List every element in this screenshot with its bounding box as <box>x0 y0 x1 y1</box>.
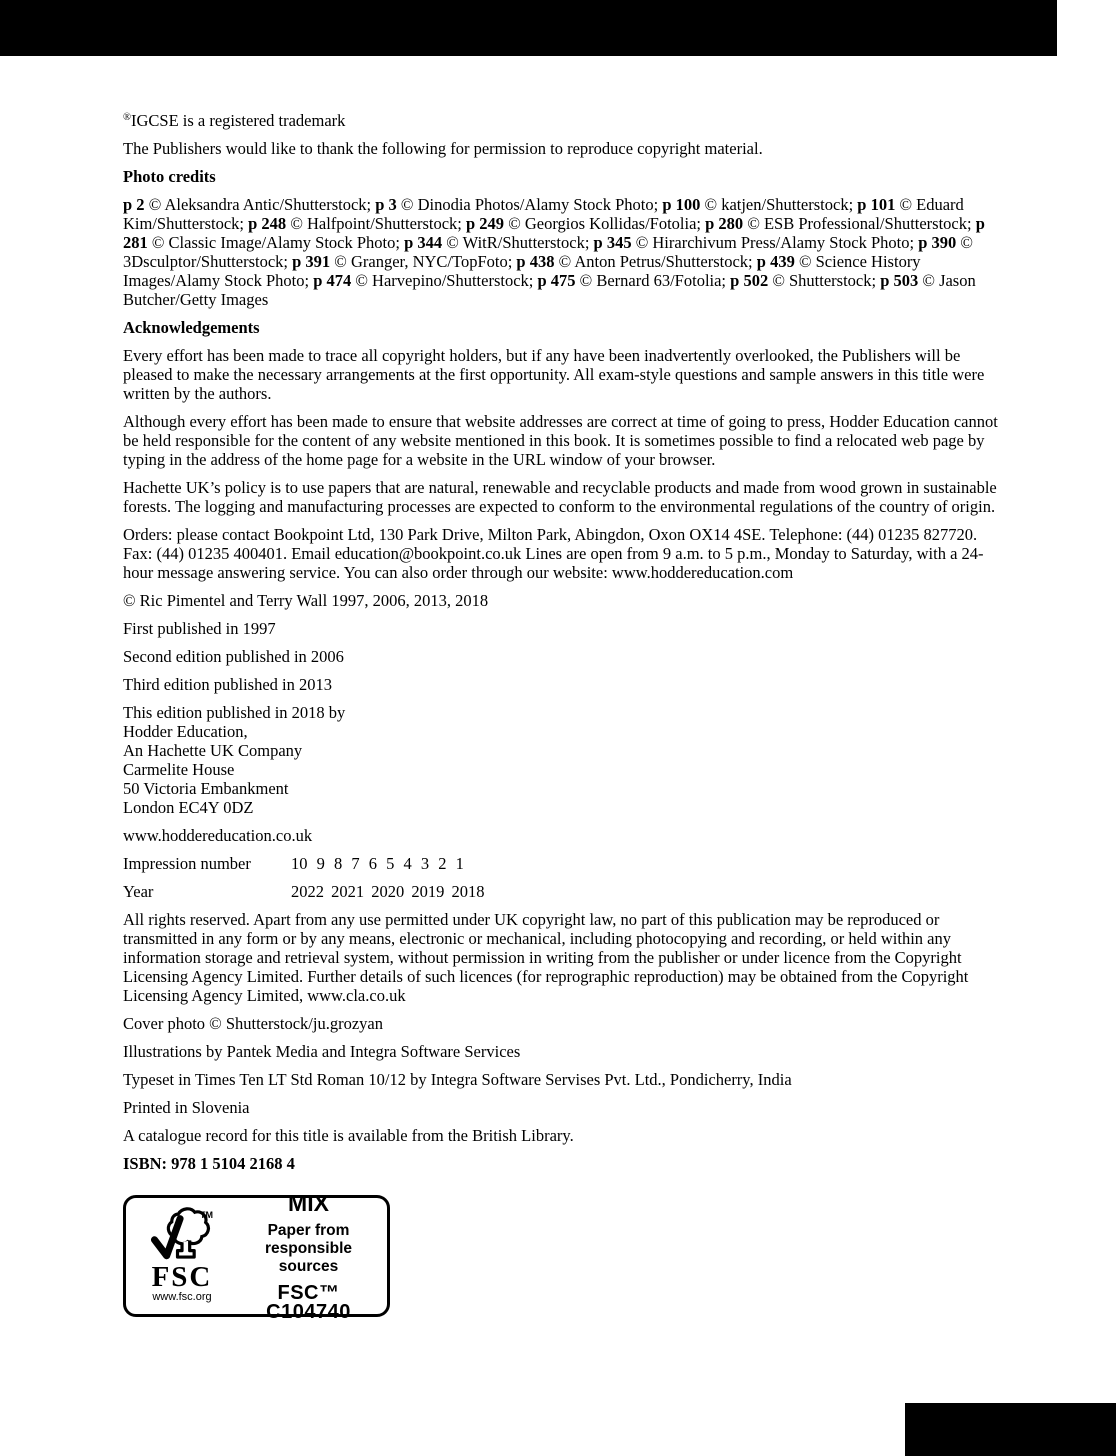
typeset-info: Typeset in Times Ten LT Std Roman 10/12 by Integra Software Servises Pvt. Ltd., Pondicherry, India <box>123 1070 792 1089</box>
paper-policy-paragraph: Hachette UK’s policy is to use papers that are natural, renewable and recyclable products and made from wood grown in sustainable forests. The logging and manufacturing processes are expected to conform to the environmental regulations of the country of origin. <box>123 478 997 516</box>
trademark-note <box>123 111 1000 130</box>
address-line: 50 Victoria Embankment <box>123 779 289 798</box>
fsc-tm-superscript: TM <box>200 1210 213 1220</box>
address-line: Hodder Education, <box>123 722 248 741</box>
edition-first: First published in 1997 <box>123 619 276 638</box>
trademark-note-text: IGCSE is a registered trademark <box>130 111 346 130</box>
edition-second: Second edition published in 2006 <box>123 647 344 666</box>
rights-notice: All rights reserved. Apart from any use permitted under UK copyright law, no part of this publication may be reproduced or transmitted in any form or by any means, electronic or mechanical, including photocopying and recording, or held within any information storage and retrieval system, without permission in writing from the publisher or under licence from the Copyright Licensing Agency Limited. Further details of such licences (for reprographic reproduction) may be obtained from the Copyright Licensing Agency Limited, www.cla.co.uk <box>123 910 969 1005</box>
catalogue-record: A catalogue record for this title is available from the British Library. <box>123 1126 574 1145</box>
publisher-thanks: The Publishers would like to thank the following for permission to reproduce copyright material. <box>123 139 763 158</box>
address-line: An Hachette UK Company <box>123 741 303 760</box>
copyright-line: © Ric Pimentel and Terry Wall 1997, 2006, 2013, 2018 <box>123 591 489 610</box>
address-line: London EC4Y 0DZ <box>123 798 254 817</box>
publisher-website: www.hoddereducation.co.uk <box>123 826 313 845</box>
cover-photo-credit: Cover photo © Shutterstock/ju.grozyan <box>123 1014 383 1033</box>
isbn: ISBN: 978 1 5104 2168 4 <box>123 1154 295 1173</box>
fsc-wordmark: FSC <box>151 1261 213 1293</box>
orders-paragraph: Orders: please contact Bookpoint Ltd, 130 Park Drive, Milton Park, Abingdon, Oxon OX14 4SE. Telephone: (44) 01235 827720. Fax: (44) 01235 400401. Email education@bookpoint.co.uk Lines are open from 9 a.m. to 5 p.m., Monday to Saturday, with a 24-hour message answering service. You can also order through our website: www.hoddereducation.com <box>123 525 984 582</box>
photo-credits-paragraph: p 2 © Aleksandra Antic/Shutterstock; p 3 © Dinodia Photos/Alamy Stock Photo; p 100 © katjen/Shutterstock; p 101 © Eduard Kim/Shutterstock; p 248 © Halfpoint/Shutterstock; p 249 © Georgios Kollidas/Fotolia; p 280 © ESB Professional/Shutterstock; p 281 © Classic Image/Alamy Stock Photo; p 344 © WitR/Shutterstock; p 345 © Hirarchivum Press/Alamy Stock Photo; p 390 © 3Dsculptor/Shutterstock; p 391 © Granger, NYC/TopFoto; p 438 © Anton Petrus/Shutterstock; p 439 © Science History Images/Alamy Stock Photo; p 474 © Harvepino/Shutterstock; p 475 © Bernard 63/Fotolia; p 502 © Shutterstock; p 503 © Jason Butcher/Getty Images <box>123 195 985 309</box>
scan-artifact-top-bar <box>0 0 1057 56</box>
fsc-certification-label <box>123 1189 390 1323</box>
year-label: Year <box>123 882 154 901</box>
impression-number-label: Impression number <box>123 854 251 873</box>
fsc-paper-source-text <box>238 1222 379 1276</box>
printed-info: Printed in Slovenia <box>123 1098 250 1117</box>
photo-credits-heading: Photo credits <box>123 167 216 186</box>
fsc-paper-line-2: responsible sources <box>265 1239 352 1275</box>
address-line: This edition published in 2018 by <box>123 703 346 722</box>
scan-artifact-bottom-bar <box>905 1403 1116 1456</box>
fsc-logo-column <box>126 1198 238 1314</box>
year-row <box>123 882 1000 901</box>
acknowledgements-heading: Acknowledgements <box>123 318 260 337</box>
fsc-text-column <box>238 1189 387 1323</box>
illustrations-credit: Illustrations by Pantek Media and Integra Software Services <box>123 1042 521 1061</box>
address-line: Carmelite House <box>123 760 235 779</box>
imprint-content <box>123 111 1000 1323</box>
fsc-website: www.fsc.org <box>152 1291 212 1303</box>
impression-number-values: 10 9 8 7 6 5 4 3 2 1 <box>291 854 464 873</box>
edition-third: Third edition published in 2013 <box>123 675 332 694</box>
acknowledgements-paragraph-1: Every effort has been made to trace all copyright holders, but if any have been inadvertently overlooked, the Publishers will be pleased to make the necessary arrangements at the first opportunity. All exam-style questions and sample answers in this title were written by the authors. <box>123 346 985 403</box>
registered-trademark-symbol: ® <box>123 112 131 123</box>
fsc-licence-code: FSC™ C104740 <box>266 1281 351 1323</box>
impression-number-row <box>123 854 1000 873</box>
fsc-paper-line-1: Paper from <box>267 1221 350 1239</box>
acknowledgements-paragraph-2: Although every effort has been made to ensure that website addresses are correct at time of going to press, Hodder Education cannot be held responsible for the content of any website mentioned in this book. It is sometimes possible to find a relocated web page by typing in the address of the home page for a website in the URL window of your browser. <box>123 412 998 469</box>
fsc-mix-label: MIX <box>288 1189 329 1216</box>
year-values: 2022 2021 2020 2019 2018 <box>291 882 485 901</box>
